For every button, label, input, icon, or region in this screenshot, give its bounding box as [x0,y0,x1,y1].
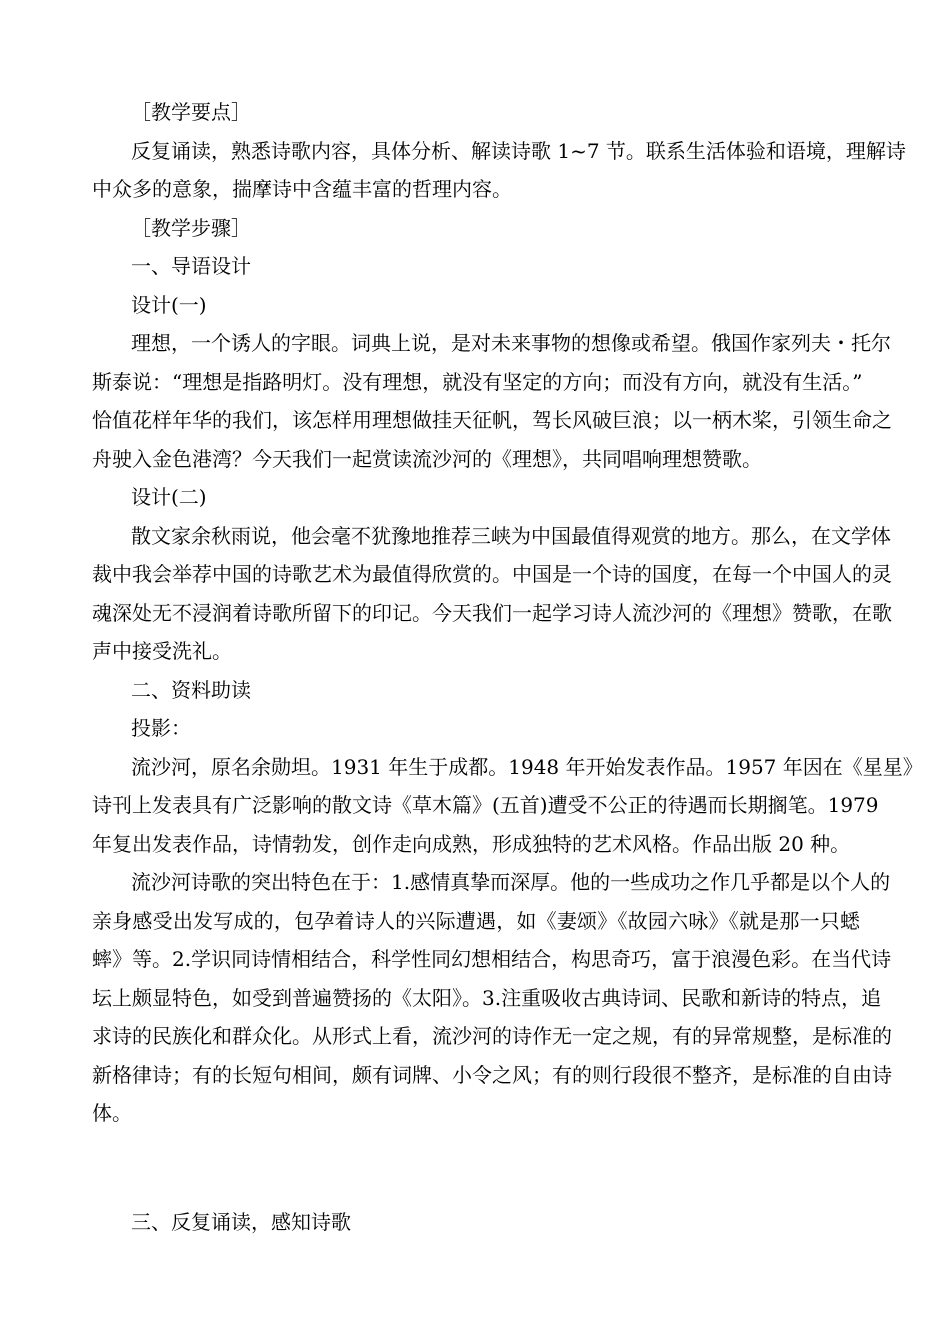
design1-line: 理想，一个诱人的字眼。词典上说，是对未来事物的想像或希望。俄国作家列夫・托尔 [131,331,891,355]
design1-line: 恰值花样年华的我们，该怎样用理想做挂天征帆，驾长风破巨浪；以一柄木桨，引领生命之 [92,408,892,432]
bio-line: 诗刊上发表具有广泛影响的散文诗《草木篇》(五首)遭受不公正的待遇而长期搁笔。1979 [92,793,879,817]
design1-line: 舟驶入金色港湾？今天我们一起赏读流沙河的《理想》，共同唱响理想赞歌。 [92,446,762,471]
key-points-heading: ［教学要点］ [131,100,251,124]
features-line: 新格律诗；有的长短句相间，颇有词牌、小令之风；有的则行段很不整齐，是标准的自由诗 [92,1062,892,1087]
key-points-section [92,93,923,1133]
section1-heading: 一、导语设计 [131,254,251,278]
section2-heading: 二、资料助读 [131,677,251,702]
bio-line: 年复出发表作品，诗情勃发，创作走向成熟，形成独特的艺术风格。作品出版 20 种。 [92,831,851,856]
design1-line: 斯泰说：“理想是指路明灯。没有理想，就没有坚定的方向；而没有方向，就没有生活。” [92,369,863,394]
design1-heading: 设计(一) [131,292,207,317]
features-line: 流沙河诗歌的突出特色在于：1.感情真挚而深厚。他的一些成功之作几乎都是以个人的 [131,870,891,894]
key-points-line: 中众多的意象，揣摩诗中含蕴丰富的哲理内容。 [92,177,512,201]
design2-line: 散文家余秋雨说，他会毫不犹豫地推荐三峡为中国最值得观赏的地方。那么，在文学体 [131,523,891,548]
section3-heading: 三、反复诵读，感知诗歌 [131,1210,351,1234]
section3 [92,1203,860,1242]
design2-line: 魂深处无不浸润着诗歌所留下的印记。今天我们一起学习诗人流沙河的《理想》赞歌，在歌 [92,600,892,625]
projection-label: 投影： [131,716,191,740]
design2-line: 裁中我会举荐中国的诗歌艺术为最值得欣赏的。中国是一个诗的国度，在每一个中国人的灵 [92,562,892,586]
steps-heading: ［教学步骤］ [131,215,251,240]
bio-line: 流沙河，原名余勋坦。1931 年生于成都。1948 年开始发表作品。1957 年因在《星星》 [131,754,923,779]
features-line: 坛上颇显特色，如受到普遍赞扬的《太阳》。3.注重吸收古典诗词、民歌和新诗的特点，追 [92,985,882,1010]
features-line: 体。 [92,1101,132,1125]
design2-line: 声中接受洗礼。 [92,639,232,663]
features-line: 亲身感受出发写成的，包孕着诗人的兴际遭遇，如《妻颂》《故园六咏》《就是那一只蟋 [92,908,860,933]
features-line: 蟀》等。2.学识同诗情相结合，科学性同幻想相结合，构思奇巧，富于浪漫色彩。在当代诗 [92,947,892,971]
features-line: 求诗的民族化和群众化。从形式上看，流沙河的诗作无一定之规，有的异常规整，是标准的 [92,1024,892,1048]
design2-heading: 设计(二) [131,485,207,509]
key-points-line: 反复诵读，熟悉诗歌内容，具体分析、解读诗歌 1~7 节。联系生活体验和语境，理解诗 [131,138,906,163]
